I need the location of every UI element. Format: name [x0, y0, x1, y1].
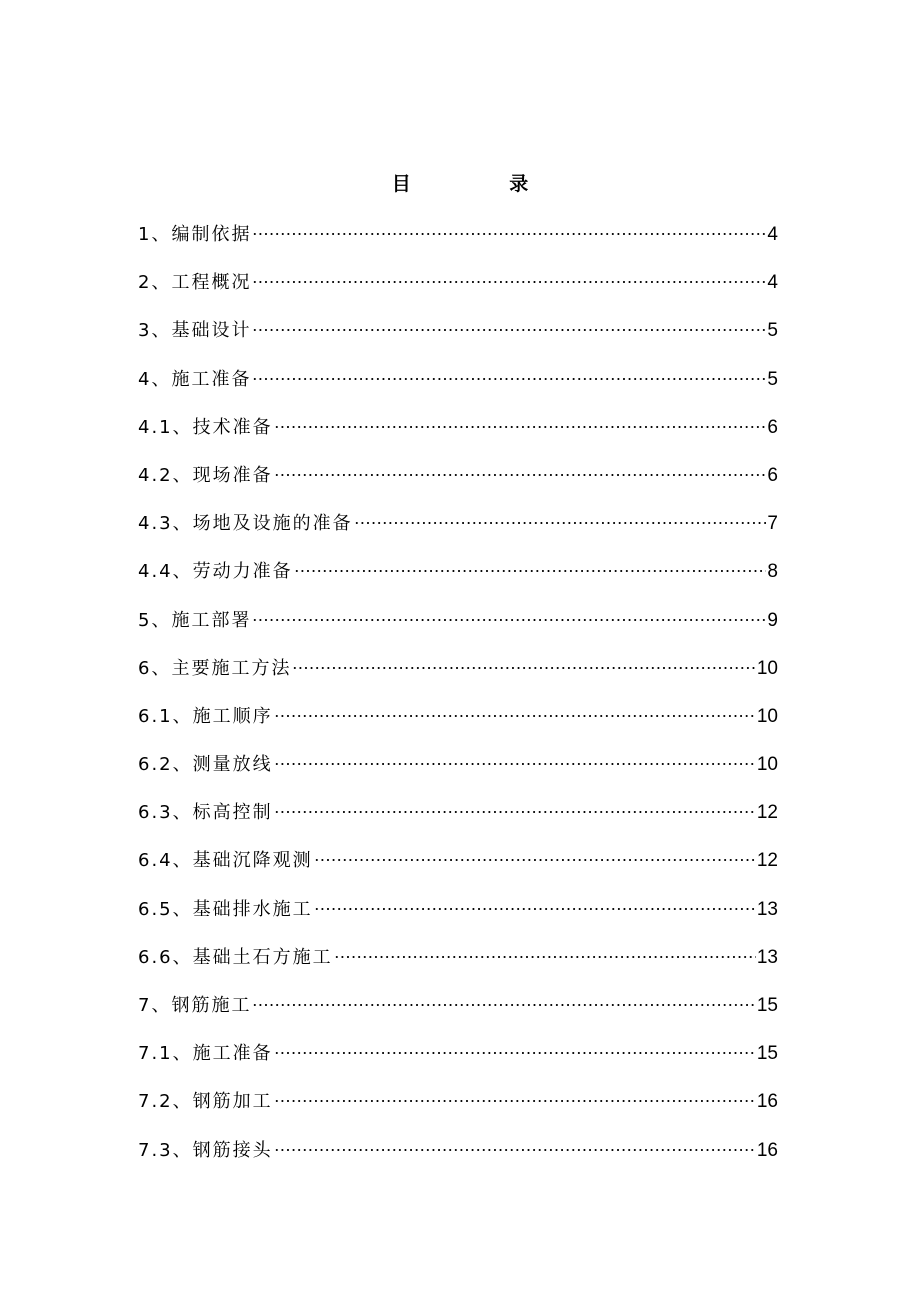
toc-entry-label: 6.4、基础沉降观测: [138, 850, 313, 872]
table-of-contents: [138, 218, 778, 1182]
toc-entry-page: 4: [767, 272, 778, 294]
toc-entry-page: 12: [756, 850, 778, 872]
toc-entry-page: 5: [767, 368, 778, 390]
toc-entry-label: 4.1、技术准备: [138, 416, 273, 438]
dot-leader: [334, 941, 756, 963]
toc-entry-label: 2、工程概况: [138, 272, 252, 294]
toc-entry[interactable]: [138, 893, 778, 941]
toc-entry[interactable]: [138, 459, 778, 507]
toc-entry-page: 16: [756, 1139, 778, 1161]
toc-entry-page: 10: [756, 657, 778, 679]
dot-leader: [252, 314, 766, 336]
toc-entry[interactable]: [138, 1085, 778, 1133]
dot-leader: [294, 555, 767, 577]
toc-entry-page: 10: [756, 754, 778, 776]
toc-entry-page: 15: [756, 995, 778, 1016]
dot-leader: [252, 218, 766, 240]
toc-entry-label: 3、基础设计: [138, 320, 252, 342]
toc-entry-label: 4、施工准备: [138, 368, 252, 390]
toc-entry[interactable]: [138, 218, 778, 266]
dot-leader: [274, 1037, 756, 1059]
dot-leader: [274, 748, 756, 770]
toc-entry-label: 6.5、基础排水施工: [138, 898, 313, 920]
toc-entry-page: 7: [767, 513, 778, 535]
toc-entry-label: 7.3、钢筋接头: [138, 1139, 273, 1161]
toc-entry[interactable]: [138, 1037, 778, 1085]
toc-entry[interactable]: [138, 1134, 778, 1182]
toc-entry-label: 5、施工部署: [138, 609, 252, 631]
toc-entry-label: 7、钢筋施工: [138, 995, 252, 1016]
dot-leader: [252, 363, 766, 385]
dot-leader: [274, 1085, 756, 1107]
toc-entry-label: 4.4、劳动力准备: [138, 561, 293, 583]
toc-entry[interactable]: [138, 363, 778, 411]
dot-leader: [274, 1134, 756, 1156]
dot-leader: [314, 893, 756, 915]
toc-entry[interactable]: [138, 989, 778, 1037]
toc-entry-page: 13: [756, 946, 778, 968]
toc-entry[interactable]: [138, 700, 778, 748]
toc-entry[interactable]: [138, 748, 778, 796]
dot-leader: [252, 989, 755, 1011]
toc-entry-label: 4.2、现场准备: [138, 464, 273, 486]
dot-leader: [274, 796, 756, 818]
toc-entry-page: 13: [756, 898, 778, 920]
toc-entry[interactable]: [138, 314, 778, 362]
toc-entry[interactable]: [138, 266, 778, 314]
toc-entry-page: 12: [756, 802, 778, 824]
dot-leader: [274, 459, 767, 481]
toc-entry-label: 7.2、钢筋加工: [138, 1091, 273, 1113]
toc-entry[interactable]: [138, 507, 778, 555]
toc-entry-label: 1、编制依据: [138, 224, 252, 245]
toc-entry-page: 6: [767, 464, 778, 486]
toc-entry-page: 15: [756, 1043, 778, 1065]
toc-entry-label: 6.2、测量放线: [138, 754, 273, 776]
toc-entry-page: 4: [767, 224, 778, 245]
toc-entry[interactable]: [138, 411, 778, 459]
toc-entry[interactable]: [138, 844, 778, 892]
toc-entry[interactable]: [138, 941, 778, 989]
toc-entry-label: 6.6、基础土石方施工: [138, 946, 333, 968]
toc-entry-page: 5: [767, 320, 778, 342]
toc-entry-page: 6: [767, 416, 778, 438]
toc-entry-page: 16: [756, 1091, 778, 1113]
toc-entry[interactable]: [138, 652, 778, 700]
toc-entry[interactable]: [138, 796, 778, 844]
toc-entry[interactable]: [138, 604, 778, 652]
toc-entry-page: 10: [756, 705, 778, 727]
toc-entry-label: 4.3、场地及设施的准备: [138, 513, 353, 535]
dot-leader: [274, 411, 767, 433]
toc-entry-page: 9: [767, 609, 778, 631]
dot-leader: [274, 700, 756, 722]
dot-leader: [354, 507, 767, 529]
toc-entry-page: 8: [767, 561, 778, 583]
dot-leader: [252, 604, 766, 626]
dot-leader: [252, 266, 766, 288]
toc-entry[interactable]: [138, 555, 778, 603]
toc-entry-label: 6、主要施工方法: [138, 657, 292, 679]
toc-entry-label: 6.1、施工顺序: [138, 705, 273, 727]
dot-leader: [314, 844, 756, 866]
toc-title: 目 录: [391, 173, 575, 195]
dot-leader: [292, 652, 755, 674]
toc-entry-label: 6.3、标高控制: [138, 802, 273, 824]
toc-entry-label: 7.1、施工准备: [138, 1043, 273, 1065]
